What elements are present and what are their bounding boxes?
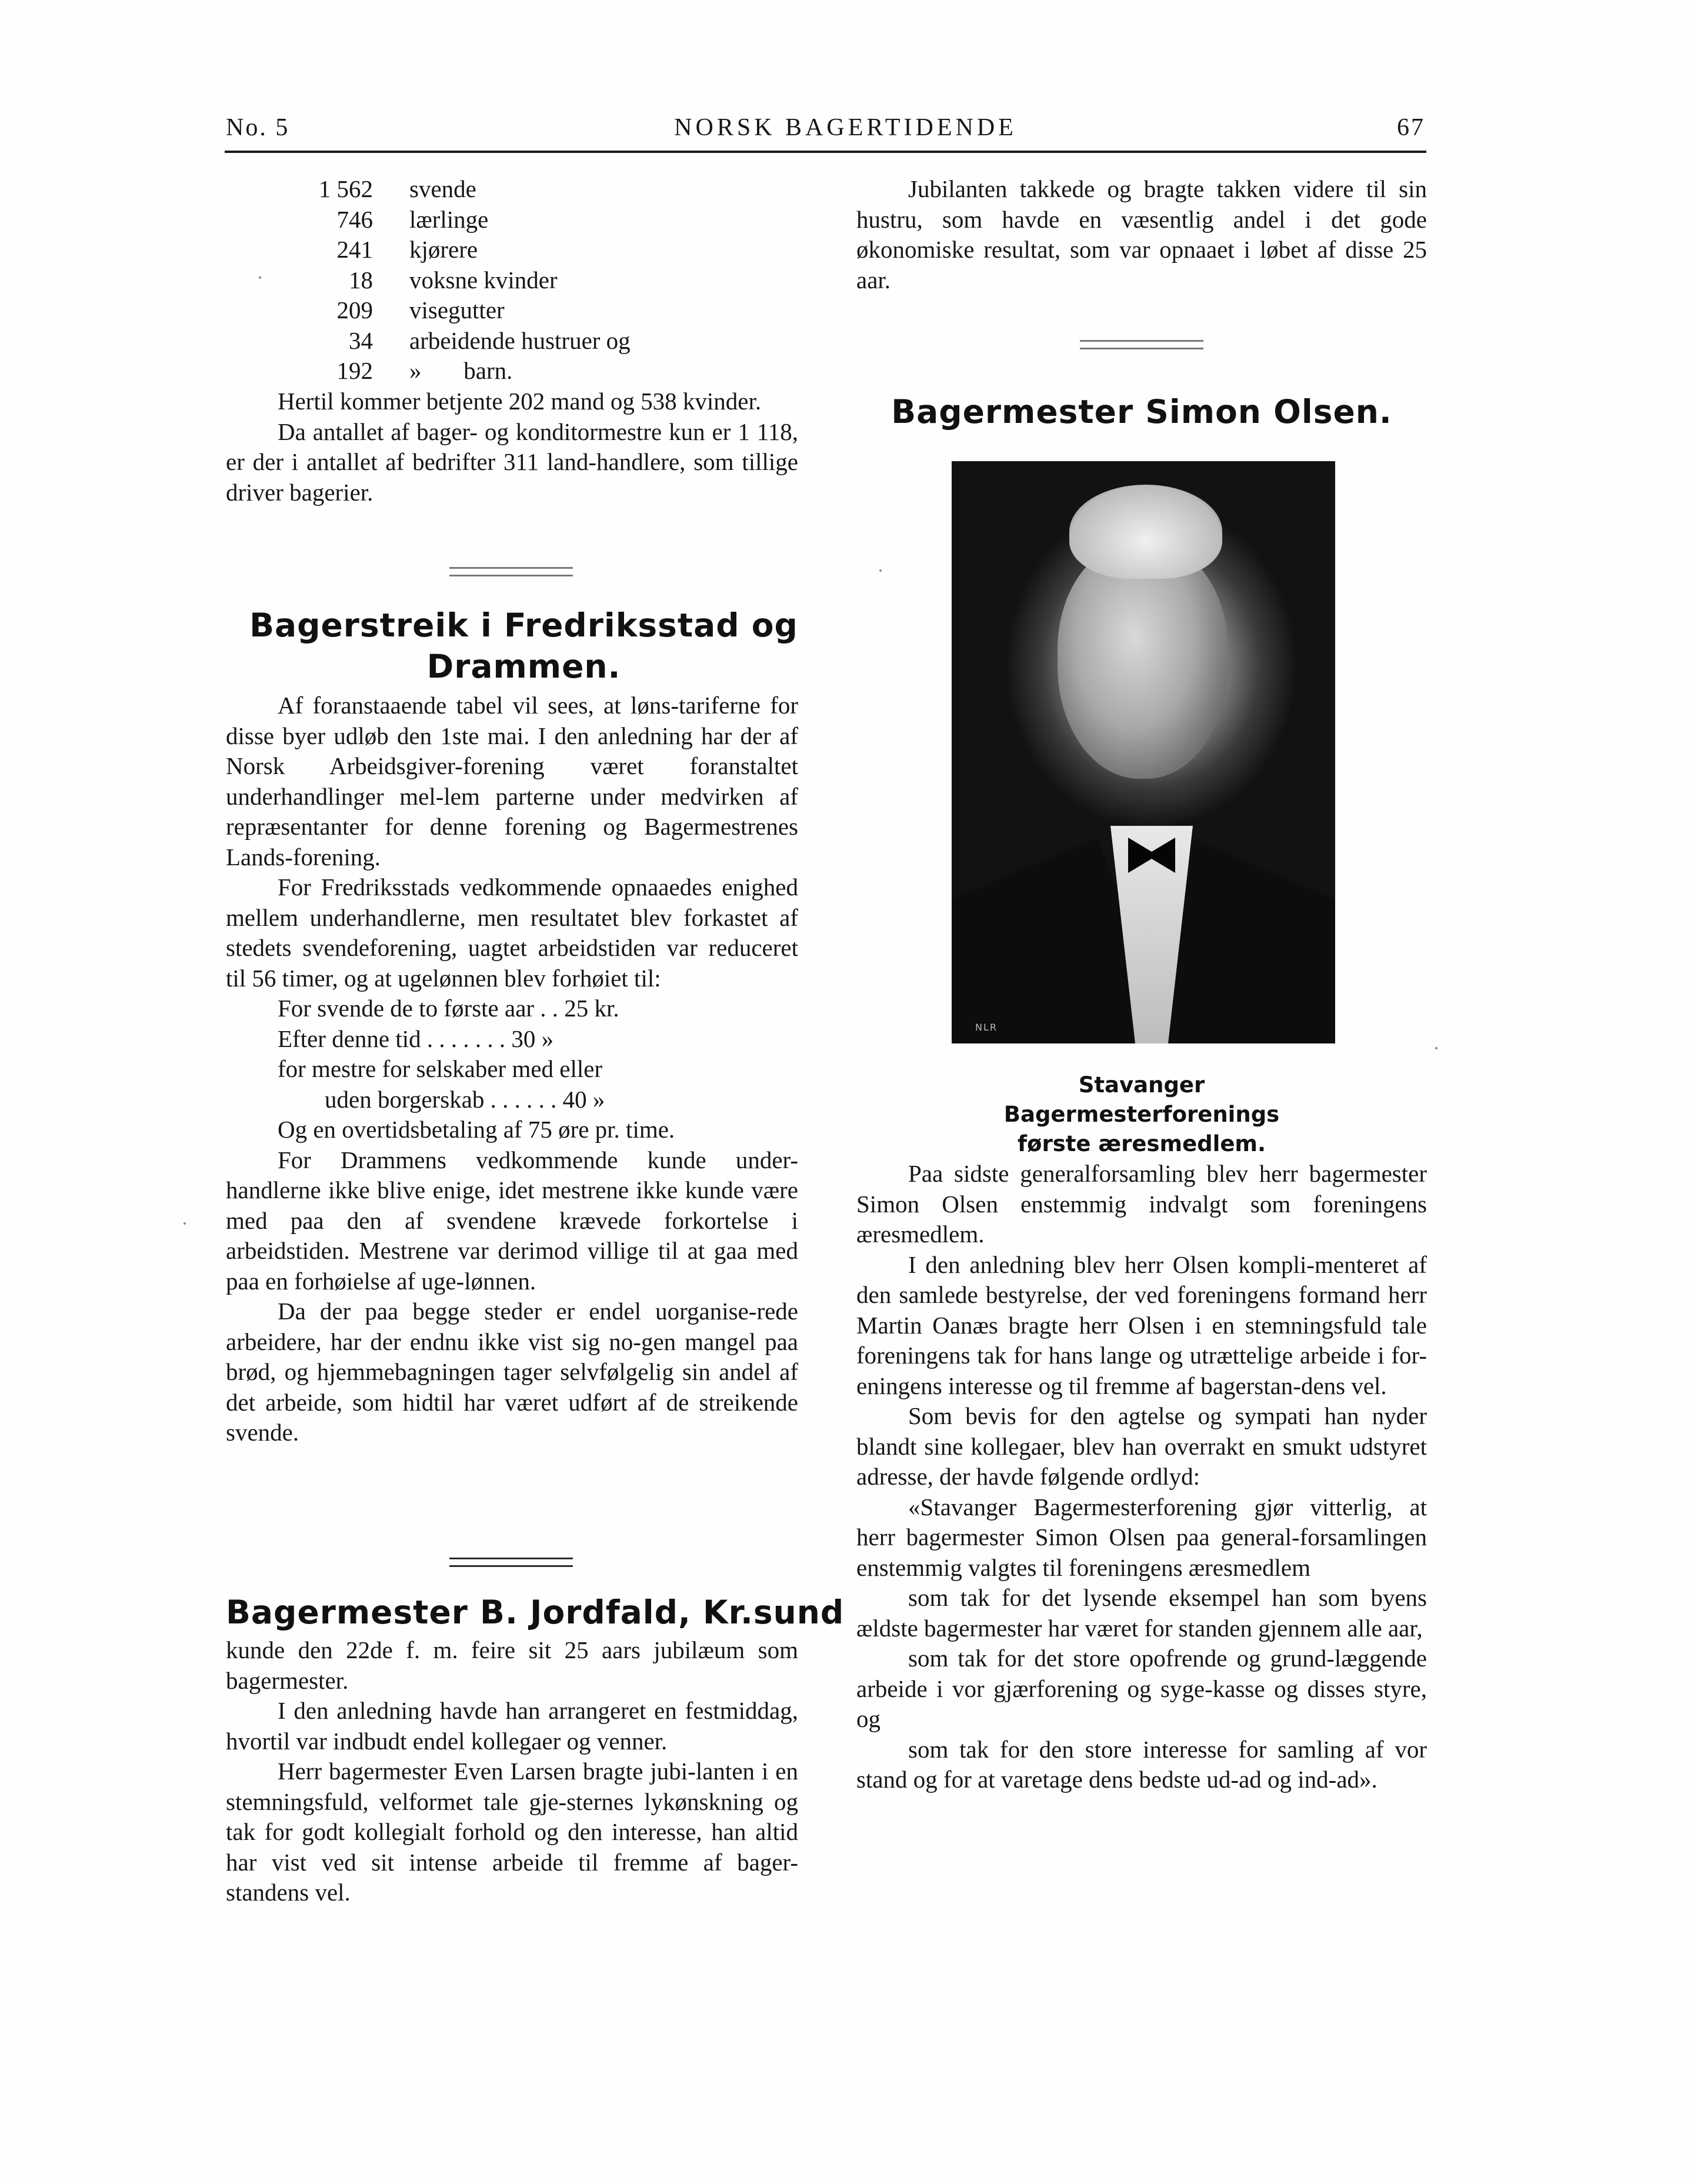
stat-row: 746 lærlinge: [336, 205, 489, 233]
intro-paragraph: Hertil kommer betjente 202 mand og 538 kvinder.: [278, 388, 762, 415]
publication-title: NORSK BAGERTIDENDE: [674, 114, 1017, 141]
jordfald-continuation: [856, 174, 1427, 295]
intro-text: [226, 386, 798, 508]
stat-row: 209 visegutter: [336, 296, 505, 324]
issue-number: No. 5: [226, 114, 290, 141]
header-rule: [225, 151, 1426, 153]
stat-row: 1 562 svende: [318, 175, 476, 202]
worker-statistics: [226, 174, 798, 386]
olsen-headline-block: [856, 391, 1427, 432]
jordfald-article: [226, 1592, 845, 1908]
intro-paragraph: Da antallet af bager- og konditormestre kun er 1 118, er der i antallet af bedrifter 311 land-handlere, som tillige driver bagerier.: [226, 418, 798, 506]
jordfald-paragraph: kunde den 22de f. m. feire sit 25 aars jubilæum som bagermester.: [226, 1636, 798, 1694]
address-quote: «Stavanger Bagermesterforening gjør vitterlig, at herr bagermester Simon Olsen paa general-forsamlingen enstemmig valgtes til foreningens æresmedlem: [856, 1493, 1427, 1581]
streik-article: [226, 605, 798, 1448]
jordfald-paragraph: Herr bagermester Even Larsen bragte jubi-lanten i en stemningsfuld, velformet tale gje-sternes lykønskning og tak for godt kollegialt forhold og den interesse, han altid har vist ved sit intense arbeide til fremme af bager-standens vel.: [226, 1758, 798, 1906]
streik-paragraph: For Drammens vedkommende kunde under-handlerne ikke blive enige, idet mestrene ikke kunde være med paa den af svendene krævede forkortelse i arbeidstiden. Mestrene var derimod villige til at gaa med paa en forhøielse af uge-lønnen.: [226, 1146, 798, 1295]
stat-row: 241 kjørere: [336, 236, 478, 263]
page-number: 67: [1397, 114, 1425, 141]
section-separator: [449, 567, 573, 576]
address-quote: som tak for det store opofrende og grund-læggende arbeide i vor gjærforening og syge-kasse og disses styre, og: [856, 1645, 1427, 1732]
wage-rate-line: for mestre for selskaber med eller: [278, 1055, 603, 1082]
wage-rate-line: Efter denne tid . . . . . . . 30 »: [278, 1025, 554, 1052]
address-quote: som tak for den store interesse for samling af vor stand og for at varetage dens bedste ud-ad og ind-ad».: [856, 1735, 1427, 1793]
olsen-paragraph: Paa sidste generalforsamling blev herr bagermester Simon Olsen enstemmig indvalgt som foreningens æresmedlem.: [856, 1160, 1427, 1248]
streik-headline: Bagerstreik i Fredriksstad og Drammen.: [249, 606, 798, 685]
streik-paragraph: Da der paa begge steder er endel uorganise-rede arbeidere, har der endnu ikke vist sig no-gen mangel paa brød, og hjemmebagningen tager selvfølgelig sin andel af det arbeide, som hidtil har været udført af de streikende svende.: [226, 1298, 798, 1446]
olsen-paragraph: Som bevis for den agtelse og sympati han nyder blandt sine kollegaer, blev han overrakt en smukt udstyret adresse, der havde følgende ordlyd:: [856, 1402, 1427, 1490]
stat-row: 18 voksne kvinder: [349, 266, 558, 294]
stat-row: 34 arbeidende hustruer og: [349, 326, 631, 354]
wage-rate-line: For svende de to første aar . . 25 kr.: [278, 995, 619, 1022]
olsen-article: [856, 1159, 1427, 1795]
olsen-headline: Bagermester Simon Olsen.: [891, 393, 1392, 431]
photo-mark: NLR: [975, 1022, 998, 1033]
address-quote: som tak for det lysende eksempel han som byens ældste bagermester har været for standen gjennem alle aar,: [856, 1584, 1427, 1642]
streik-paragraph: Og en overtidsbetaling af 75 øre pr. time.: [278, 1116, 675, 1143]
olsen-paragraph: I den anledning blev herr Olsen kompli-menteret af den samlede bestyrelse, der ved foreningens formand herr Martin Oanæs bragte herr Olsen i en stemningsfuld tale foreningens tak for hans lange og utrættelige arbeide i for-eningens interesse og til fremme af bagerstan-dens vel.: [856, 1251, 1427, 1399]
wage-rate-line: uden borgerskab . . . . . . 40 »: [325, 1085, 605, 1113]
stat-row: 192 » barn.: [336, 357, 513, 384]
photo-caption: Stavanger Bagermesterforenings første æresmedlem.: [1003, 1072, 1280, 1156]
section-separator: [1080, 340, 1203, 349]
jordfald-paragraph: I den anledning havde han arrangeret en festmiddag, hvortil var indbudt endel kollegaer og venner.: [226, 1697, 798, 1755]
jordfald-headline: Bagermester B. Jordfald, Kr.sund: [226, 1593, 845, 1631]
streik-paragraph: For Fredriksstads vedkommende opnaaedes enighed mellem underhandlerne, men resultatet blev forkastet af stedets svendeforening, uagtet arbeidstiden var reduceret til 56 timer, og at ugelønnen blev forhøiet til:: [226, 873, 798, 992]
wage-rates: [226, 993, 798, 1115]
portrait-photo: [952, 461, 1335, 1043]
jordfald-continuation-paragraph: Jubilanten takkede og bragte takken videre til sin hustru, som havde en væsentlig andel i det gode økonomiske resultat, som var opnaaet i løbet af disse 25 aar.: [856, 175, 1427, 294]
section-separator: [449, 1558, 573, 1567]
streik-paragraph: Af foranstaaende tabel vil sees, at løns-tariferne for disse byer udløb den 1ste mai. I den anledning har der af Norsk Arbeidsgiver-forening været foranstaltet underhandlinger mel-lem parterne under medvirken af repræsentanter for denne forening og Bagermestrenes Lands-forening.: [226, 692, 798, 871]
